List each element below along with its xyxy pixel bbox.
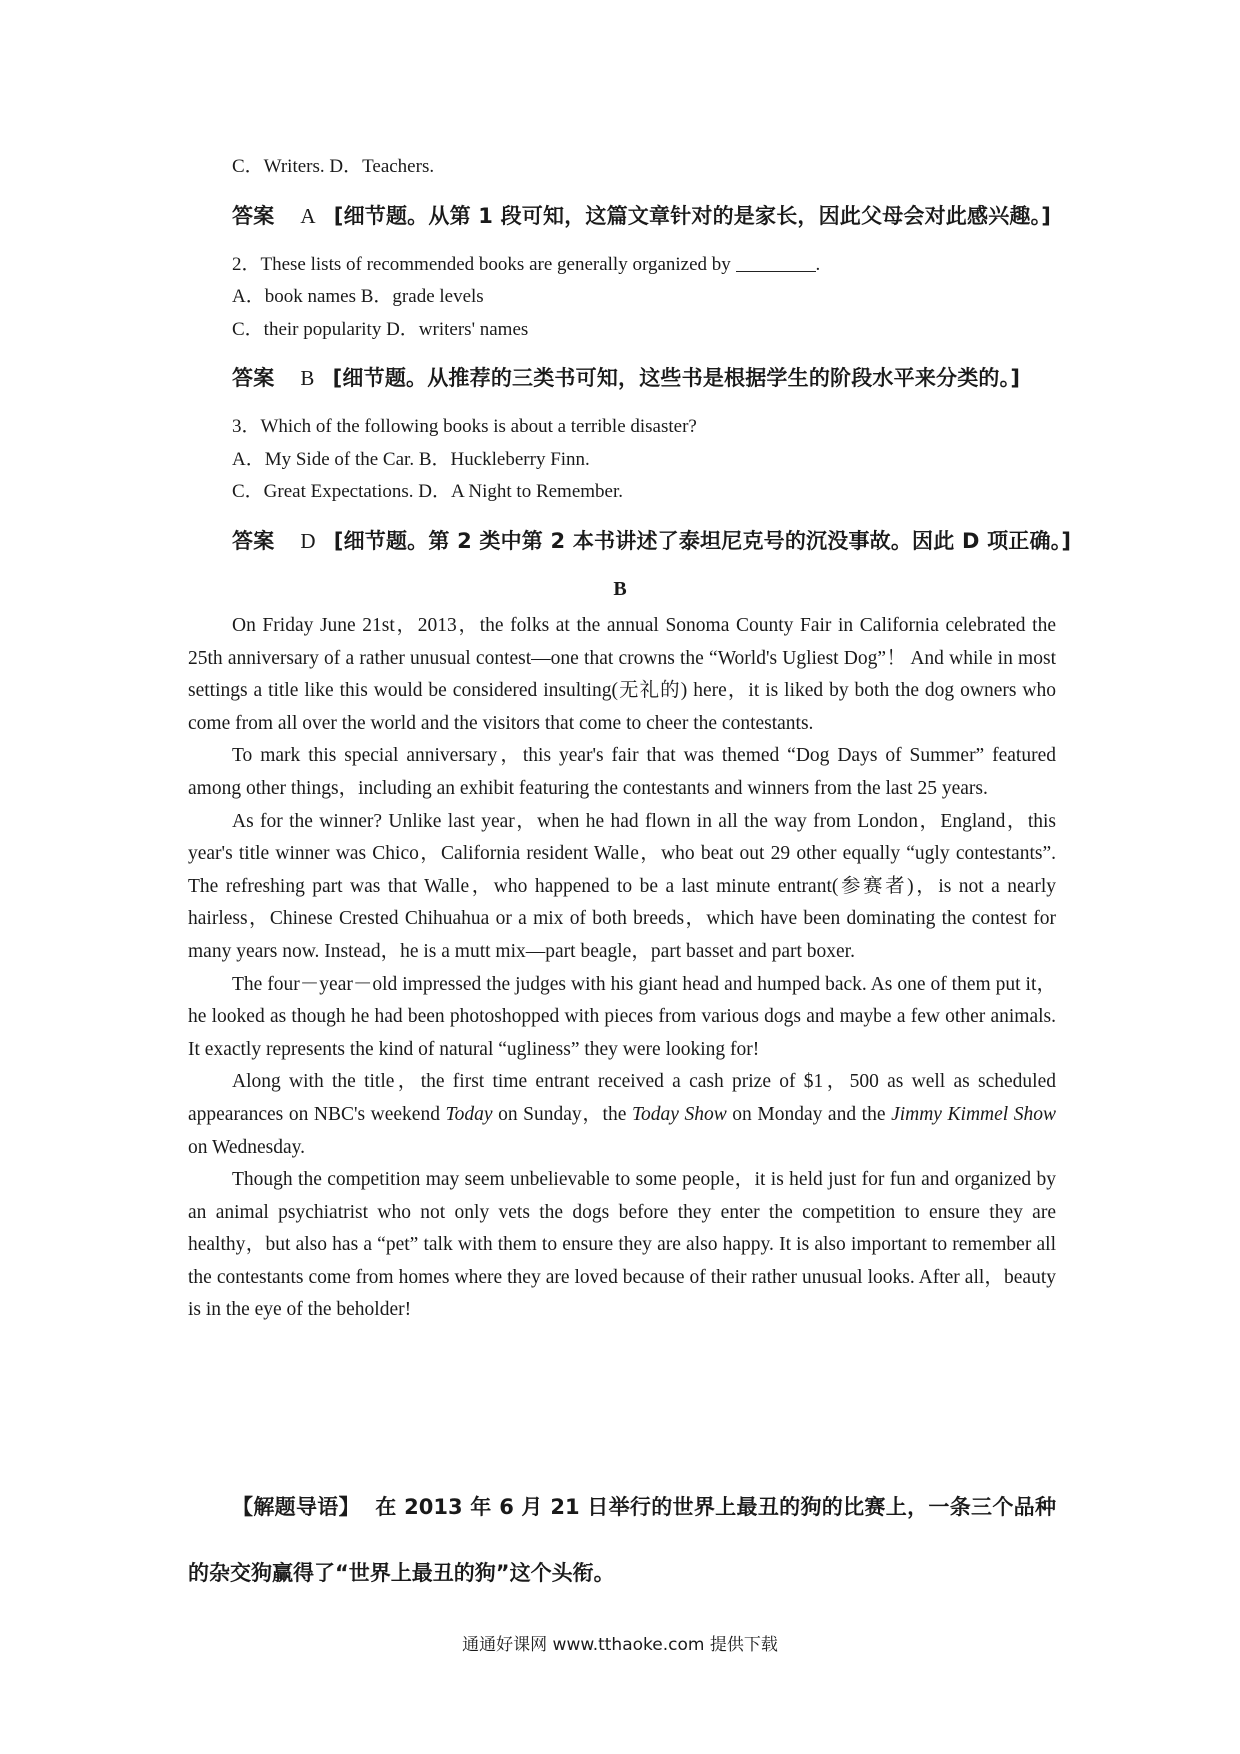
paragraph-text: on Monday and the: [726, 1103, 892, 1125]
q1-options-cd: C．Writers. D．Teachers.: [232, 156, 435, 177]
show-title: Today Show: [631, 1103, 727, 1125]
page-footer: 通通好课网 www.tthaoke.com 提供下载: [462, 1635, 778, 1655]
q2-answer: [232, 364, 1020, 392]
q3-options-cd: C．Great Expectations. D．A Night to Remember.: [232, 481, 624, 502]
passage-paragraph-2: To mark this special anniversary，this year's fair that was themed “Dog Days of Summer” featured among other things，including an exhibit featuring the contestants and winners from the last 25 years.: [188, 745, 1056, 799]
answer-explanation: [细节题。第 2 类中第 2 本书讲述了泰坦尼克号的沉没事故。因此 D 项正确。]: [333, 529, 1072, 553]
guide-label: 【解题导语】: [232, 1495, 360, 1519]
q3-options-ab: A．My Side of the Car. B．Huckleberry Finn.: [232, 449, 590, 470]
answer-key: D: [300, 529, 316, 553]
q2-stem: [232, 252, 820, 278]
passage-paragraph-3: As for the winner? Unlike last year，when he had flown in all the way from London，England，this year's title winner was Chico，California resident Walle，who beat out 29 other equally “ugly contestants”. The refreshing part was that Walle，who happened to be a last minute entrant(参赛者)，is not a nearly hairless，Chinese Crested Chihuahua or a mix of both breeds，which have been dominating the contest for many years now. Instead，he is a mutt mix—part beagle，part basset and part boxer.: [188, 810, 1056, 962]
answer-blank: [736, 253, 816, 272]
solution-guide: [188, 1474, 1056, 1606]
paragraph-text: on Wednesday.: [188, 1136, 306, 1158]
answer-key: B: [300, 366, 315, 390]
section-heading: B: [613, 578, 627, 600]
show-title: Jimmy Kimmel Show: [891, 1103, 1057, 1125]
paragraph-text: Along with the title，the first time entrant received a cash prize of $1，500 as well as scheduled appearances on NBC's weekend: [188, 1071, 1056, 1125]
q2-options-cd: C．their popularity D．writers' names: [232, 319, 529, 340]
q2-options-ab: A．book names B．grade levels: [232, 286, 484, 307]
q1-answer: [232, 202, 1051, 230]
q2-stem-text: 2．These lists of recommended books are generally organized by: [232, 254, 731, 275]
q3-answer: [232, 527, 1071, 555]
answer-key: A: [300, 204, 316, 228]
q3-stem: 3．Which of the following books is about a terrible disaster?: [232, 416, 697, 437]
passage-paragraph-5: [188, 1066, 1056, 1164]
passage-paragraph-4: The four－year－old impressed the judges with his giant head and humped back. As one of them put it，he looked as though he had been photoshopped with pieces from various dogs and maybe a few other animals. It exactly represents the kind of natural “ugliness” they were looking for!: [188, 973, 1056, 1060]
passage-paragraph-6: Though the competition may seem unbelievable to some people，it is held just for fun and organized by an animal psychiatrist who not only vets the dogs before they enter the competition to ensure they are healthy，but also has a “pet” talk with them to ensure they are also happy. It is also important to remember all the contestants come from homes where they are loved because of their rather unusual looks. After all，beauty is in the eye of the beholder!: [188, 1169, 1056, 1321]
reading-passage: [188, 610, 1056, 1327]
show-title: Today: [445, 1103, 493, 1125]
paragraph-text: on Sunday，the: [492, 1103, 632, 1125]
answer-label: 答案: [232, 366, 275, 390]
answer-explanation: [细节题。从推荐的三类书可知，这些书是根据学生的阶段水平来分类的。]: [332, 366, 1021, 390]
answer-label: 答案: [232, 529, 275, 553]
passage-paragraph-1: On Friday June 21st，2013，the folks at the annual Sonoma County Fair in California celebrated the 25th anniversary of a rather unusual contest—one that crowns the “World's Ugliest Dog”！ And while in most settings a title like this would be considered insulting(无礼的) here，it is liked by both the dog owners who come from all over the world and the visitors that come to cheer the contestants.: [188, 615, 1056, 734]
answer-label: 答案: [232, 204, 275, 228]
guide-text: 在 2013 年 6 月 21 日举行的世界上最丑的狗的比赛上，一条三个品种的杂交狗赢得了“世界上最丑的狗”这个头衔。: [188, 1495, 1056, 1585]
answer-explanation: [细节题。从第 1 段可知，这篇文章针对的是家长，因此父母会对此感兴趣。]: [333, 204, 1052, 228]
q2-stem-end: .: [815, 254, 821, 275]
